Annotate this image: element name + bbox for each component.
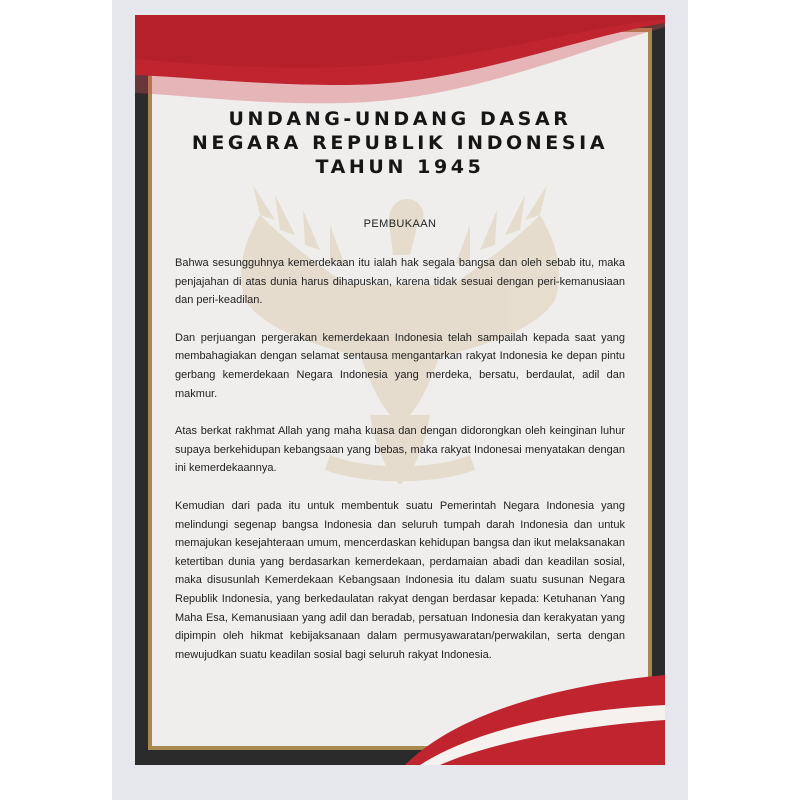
preamble-body — [175, 254, 625, 683]
paragraph-2: Dan perjuangan pergerakan kemerdekaan Indonesia telah sampailah kepada saat yang membahagiakan dengan selamat sentausa mengantarkan rakyat Indonesia ke depan pintu gerbang kemerdekaan Negara Indonesia yang merdeka, bersatu, berdaulat, adil dan makmur. — [175, 331, 625, 400]
title-line-1: UNDANG-UNDANG DASAR — [228, 108, 572, 130]
title-line-2: NEGARA REPUBLIK INDONESIA — [191, 132, 609, 154]
section-heading: PEMBUKAAN — [363, 218, 437, 230]
paragraph-1: Bahwa sesungguhnya kemerdekaan itu ialah hak segala bangsa dan oleh sebab itu, maka penjajahan di atas dunia harus dihapuskan, karena tidak sesuai dengan peri-kemanusiaan dan peri-keadilan. — [175, 257, 625, 307]
paragraph-3: Atas berkat rakhmat Allah yang maha kuasa dan dengan didorongkan oleh keinginan luhur supaya berkehidupan kebangsaan yang bebas, maka rakyat Indonesai menyatakan dengan ini kemerdekaannya. — [175, 425, 625, 475]
paragraph-4: Kemudian dari pada itu untuk membentuk suatu Pemerintah Negara Indonesia yang melindungi segenap bangsa Indonesia dan seluruh tumpah darah Indonesia dan untuk memajukan kesejahteraan umum, mencerdaskan kehidupan bangsa dan ikut melaksanakan ketertiban dunia yang berdasarkan kemerdekaan, perdamaian abadi dan keadilan sosial, maka disusunlah Kemerdekaan Kebangsaan Indonesia itu dalam suatu susunan Negara Republik Indonesia, yang berkedaulatan rakyat dengan berdasar kepada: Ketuhanan Yang Maha Esa, Kemanusiaan yang adil dan beradab, persatuan Indonesia dan kerakyatan yang dipimpin oleh hikmat kebijaksanaan dalam permusyawaratan/perwakilan, serta dengan mewujudkan suatu keadilan sosial bagi seluruh rakyat Indonesia. — [175, 499, 625, 661]
document-poster — [135, 15, 665, 765]
document-title — [175, 107, 625, 179]
title-line-3: TAHUN 1945 — [315, 156, 485, 178]
